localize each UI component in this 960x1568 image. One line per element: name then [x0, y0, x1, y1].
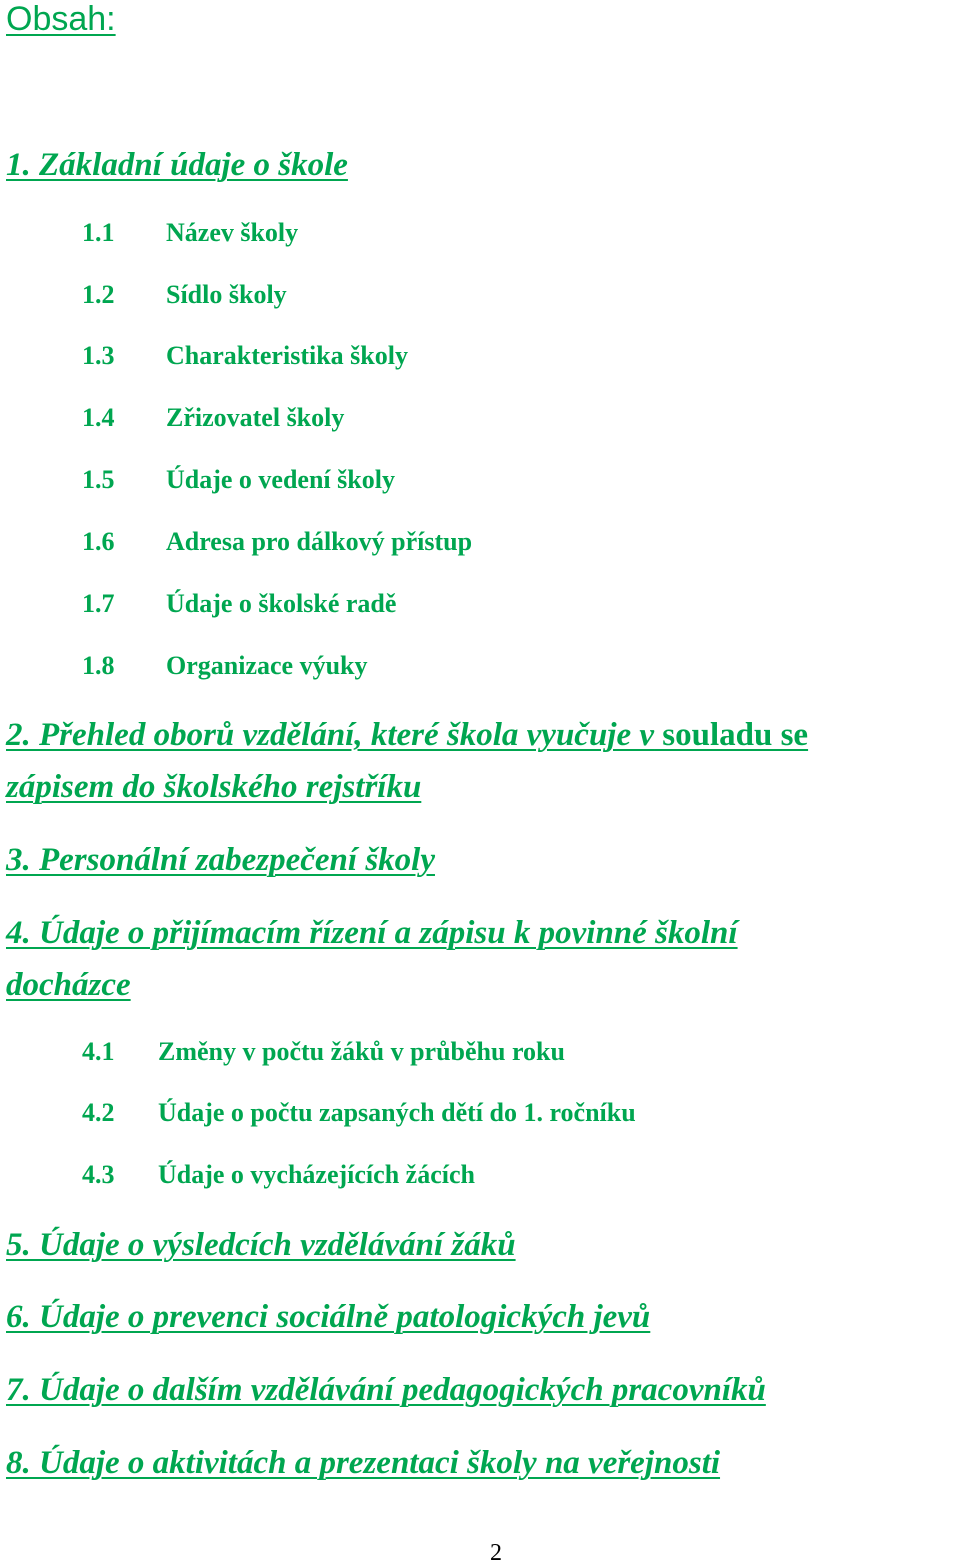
- toc-section-2-line1-main: 2. Přehled oborů vzdělání, které škola vyučuje v: [6, 717, 655, 753]
- toc-item-number: 4.2: [82, 1098, 115, 1127]
- toc-section-2[interactable]: [6, 716, 808, 754]
- toc-item-label: Sídlo školy: [166, 280, 287, 309]
- toc-section-8[interactable]: 8. Údaje o aktivitách a prezentaci školy na veřejnosti: [6, 1445, 721, 1481]
- toc-item-number: 1.8: [82, 651, 115, 680]
- toc-item-number: 4.1: [82, 1037, 115, 1066]
- toc-section-5[interactable]: 5. Údaje o výsledcích vzdělávání žáků: [6, 1227, 516, 1263]
- toc-item-number: 1.5: [82, 465, 115, 494]
- toc-item-label: Zřizovatel školy: [166, 403, 345, 432]
- toc-item-label: Změny v počtu žáků v průběhu roku: [158, 1037, 565, 1066]
- toc-item-label: Organizace výuky: [166, 651, 368, 680]
- toc-item-label: Adresa pro dálkový přístup: [166, 527, 473, 556]
- toc-section-2-continued[interactable]: zápisem do školského rejstříku: [6, 769, 422, 805]
- toc-heading: Obsah:: [6, 0, 116, 38]
- toc-item-number: 1.4: [82, 403, 115, 432]
- toc-item-number: 1.7: [82, 589, 115, 618]
- page-number: 2: [490, 1540, 502, 1566]
- toc-item-label: Údaje o vedení školy: [166, 465, 395, 494]
- toc-item-label: Údaje o počtu zapsaných dětí do 1. ročníku: [158, 1098, 636, 1127]
- toc-section-1[interactable]: 1. Základní údaje o škole: [6, 147, 348, 183]
- toc-section-4[interactable]: 4. Údaje o přijímacím řízení a zápisu k povinné školní: [6, 915, 738, 951]
- toc-item-label: Charakteristika školy: [166, 341, 408, 370]
- toc-section-4-continued[interactable]: docházce: [6, 967, 131, 1003]
- toc-item-number: 4.3: [82, 1160, 115, 1189]
- toc-item-label: Údaje o vycházejících žácích: [158, 1160, 475, 1189]
- toc-item-label: Údaje o školské radě: [166, 589, 397, 618]
- toc-section-6[interactable]: 6. Údaje o prevenci sociálně patologických jevů: [6, 1299, 651, 1335]
- toc-section-3[interactable]: 3. Personální zabezpečení školy: [6, 842, 435, 878]
- toc-item-number: 1.1: [82, 218, 115, 247]
- toc-item-number: 1.3: [82, 341, 115, 370]
- toc-section-2-line1-tail: souladu se: [654, 717, 809, 753]
- toc-item-label: Název školy: [166, 218, 299, 247]
- toc-item-number: 1.6: [82, 527, 115, 556]
- toc-section-7[interactable]: 7. Údaje o dalším vzdělávání pedagogických pracovníků: [6, 1372, 766, 1408]
- toc-item-number: 1.2: [82, 280, 115, 309]
